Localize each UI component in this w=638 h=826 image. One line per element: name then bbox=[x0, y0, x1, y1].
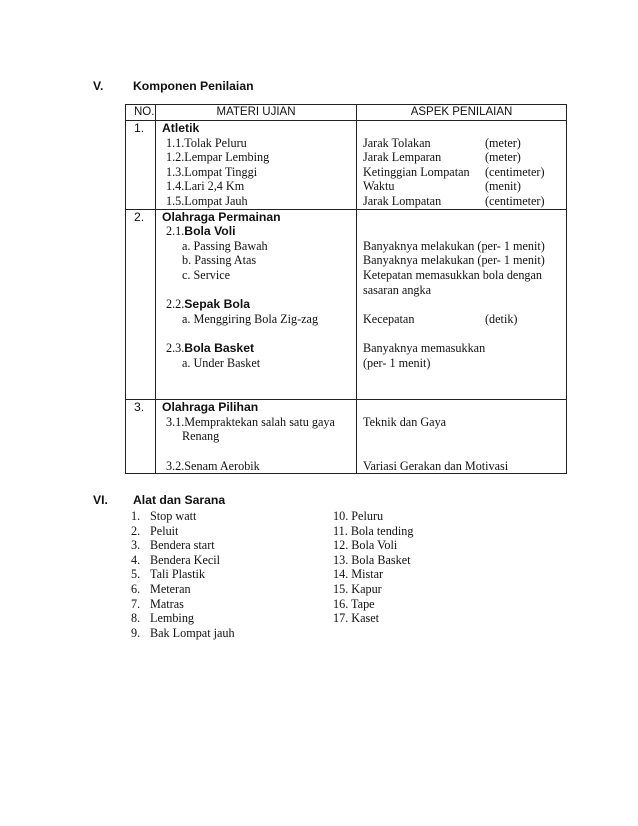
list-item: 11. Bola tending bbox=[333, 523, 414, 538]
list-item: 14. Mistar bbox=[333, 567, 384, 582]
row-number: 2. bbox=[126, 209, 156, 400]
list-item: 15. Kapur bbox=[333, 581, 382, 596]
materi-cell bbox=[156, 209, 357, 400]
aspect-item: Banyaknya melakukan (per- 1 menit) bbox=[363, 238, 545, 253]
materi-item: a. Passing Bawah bbox=[182, 238, 268, 253]
materi-item: 1.3.Lompat Tinggi bbox=[166, 164, 258, 179]
materi-item: 1.1.Tolak Peluru bbox=[166, 135, 247, 150]
header-no: NO. bbox=[126, 105, 156, 121]
aspect-item: Banyaknya melakukan (per- 1 menit) bbox=[363, 253, 545, 268]
sub-category: 2.2.Sepak Bola bbox=[166, 297, 250, 312]
header-materi: MATERI UJIAN bbox=[156, 105, 357, 121]
aspek-cell bbox=[357, 209, 567, 400]
materi-item: 1.5.Lompat Jauh bbox=[166, 193, 248, 208]
aspect-item: Variasi Gerakan dan Motivasi bbox=[363, 458, 509, 473]
list-item: 6. Meteran bbox=[131, 581, 191, 596]
aspect-item: sasaran angka bbox=[363, 282, 432, 297]
section-6-title: Alat dan Sarana bbox=[133, 493, 226, 507]
aspect-item: Jarak Tolakan (meter) bbox=[363, 135, 521, 150]
list-item: 8. Lembing bbox=[131, 611, 195, 626]
materi-item: Renang bbox=[182, 429, 220, 444]
aspect-item: Jarak Lemparan (meter) bbox=[363, 150, 521, 165]
aspect-item: Banyaknya memasukkan bbox=[363, 340, 486, 355]
aspect-item: Ketinggian Lompatan (centimeter) bbox=[363, 164, 545, 179]
aspect-item: Waktu (menit) bbox=[363, 179, 521, 194]
equipment-list-left bbox=[131, 509, 235, 640]
aspect-item: Kecepatan (detik) bbox=[363, 311, 518, 326]
table-row bbox=[126, 121, 567, 210]
materi-item: 1.4.Lari 2,4 Km bbox=[166, 179, 245, 194]
row-number: 1. bbox=[126, 121, 156, 210]
aspect-item: (per- 1 menit) bbox=[363, 355, 431, 370]
section-5-number: V. bbox=[93, 79, 104, 93]
materi-item: 3.2.Senam Aerobik bbox=[166, 458, 260, 473]
sub-category: 2.1.Bola Voli bbox=[166, 224, 236, 239]
row-number: 3. bbox=[126, 400, 156, 474]
materi-cell bbox=[156, 121, 357, 210]
table-row bbox=[126, 400, 567, 474]
list-item: 4. Bendera Kecil bbox=[131, 552, 221, 567]
table-header-row bbox=[126, 105, 567, 121]
aspect-item: Teknik dan Gaya bbox=[363, 414, 447, 429]
aspek-cell bbox=[357, 400, 567, 474]
list-item: 16. Tape bbox=[333, 596, 375, 611]
equipment-list-right bbox=[333, 509, 413, 626]
list-item: 1. Stop watt bbox=[131, 509, 197, 523]
table-row bbox=[126, 209, 567, 400]
materi-item: a. Under Basket bbox=[182, 355, 261, 370]
list-item: 12. Bola Voli bbox=[333, 538, 398, 553]
assessment-table bbox=[125, 104, 567, 474]
aspek-cell bbox=[357, 121, 567, 210]
header-aspek: ASPEK PENILAIAN bbox=[357, 105, 567, 121]
aspect-item: Ketepatan memasukkan bola dengan bbox=[363, 267, 543, 282]
materi-item: 1.2.Lempar Lembing bbox=[166, 150, 270, 165]
category-title: Olahraga Permainan bbox=[162, 209, 281, 224]
list-item: 13. Bola Basket bbox=[333, 552, 411, 567]
sub-category: 2.3.Bola Basket bbox=[166, 340, 255, 355]
list-item: 7. Matras bbox=[131, 596, 184, 611]
aspect-item: Jarak Lompatan (centimeter) bbox=[363, 193, 545, 208]
list-item: 9. Bak Lompat jauh bbox=[131, 625, 235, 640]
materi-item: b. Passing Atas bbox=[182, 253, 257, 268]
list-item: 17. Kaset bbox=[333, 611, 380, 626]
section-6-number: VI. bbox=[93, 493, 108, 507]
list-item: 5. Tali Plastik bbox=[131, 567, 206, 582]
materi-item: c. Service bbox=[182, 267, 231, 282]
list-item: 10. Peluru bbox=[333, 509, 384, 523]
list-item: 2. Peluit bbox=[131, 523, 179, 538]
category-title: Atletik bbox=[162, 121, 200, 135]
list-item: 3. Bendera start bbox=[131, 538, 215, 553]
materi-item: a. Menggiring Bola Zig-zag bbox=[182, 311, 319, 326]
section-5-title: Komponen Penilaian bbox=[133, 79, 254, 93]
materi-cell bbox=[156, 400, 357, 474]
category-title: Olahraga Pilihan bbox=[162, 400, 259, 415]
materi-item: 3.1.Mempraktekan salah satu gaya bbox=[166, 414, 335, 429]
